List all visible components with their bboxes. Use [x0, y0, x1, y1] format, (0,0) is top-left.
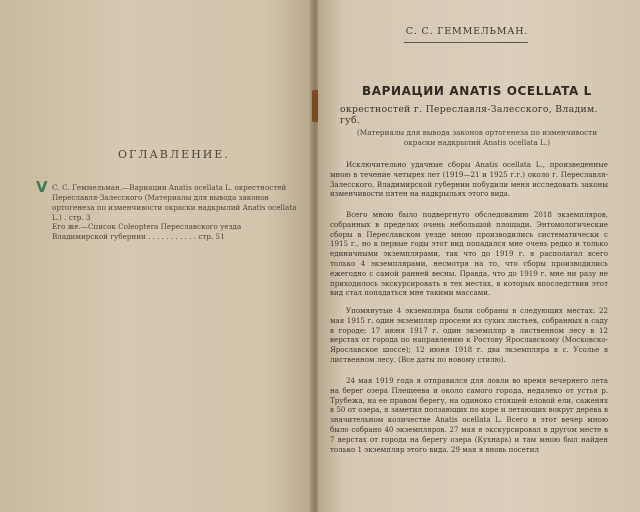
paragraph-text: Всего мною было подвергнуто обследованию 2018 экземпляров, собранных в пределах очень небольшой площади. Энтомологические сборы в Переславском уезде мною производились систематически с 1915 г., но в первые годы этот вид попадался мне очень редко и только единичными экземплярами, так что до 1919 г. я располагал всего только 4 экземплярами, несмотря на то, что сборы производились ежегодно с самой ранней весны. Правда, что до 1919 г. мне ни разу не приходилось экскурсировать в тех местах, в которых впоследствии этот вид стал попадаться мне такими массами.: [330, 210, 608, 298]
body-paragraph: [330, 210, 608, 298]
body-paragraph: [330, 306, 608, 365]
body-paragraph: [330, 376, 608, 454]
header-rule: [404, 42, 528, 43]
paragraph-text: 24 мая 1919 года я отправился для ловли во время вечернего лета на берег озера Плещеева и около самого города, недалеко от устья р. Трубежа, на ее правом берегу, на одиноко стоящей еловой ели, саженях в 50 от озера, я заметил ползающих по коре и летающих вокруг дерева в значительном количестве Anatis ocellata L. Всего в этот вечер мною было собрано 40 экземпляров. 27 мая я экскурсировал в другом месте в 7 верстах от города на берегу озера (Кухнарь) и там мною был найден только 1 экземпляр этого вида. 29 мая я вновь посетил: [330, 376, 608, 454]
paragraph-text: Исключительно удачные сборы Anatis ocellata L., произведенные мною в течение четырех лет (1919—21 и 1925 г.г.) около г. Переславля-Залесского, Владимирской губернии побудили меня исследовать законы изменчивости пятен на надкрыльях этого вида.: [330, 160, 608, 199]
toc-entry: С. С. Геммельман.—Вариации Anatis ocellata L. окрестностей Переславля-Залесского (Материалы для вывода законов ортогенеза по изменчивости окраски надкрылий Anatis ocellata L.) . стр. 3: [52, 183, 297, 222]
body-paragraph: [330, 160, 608, 199]
running-head: С. С. ГЕММЕЛЬМАН.: [405, 26, 529, 37]
materials-note: (Материалы для вывода законов ортогенеза по изменчивости окраски надкрылий Anatis ocellata L.): [356, 128, 598, 147]
article-subtitle: окрестностей г. Переславля-Залесского, Владим. губ.: [340, 104, 598, 126]
handwritten-check-mark: V: [36, 178, 48, 196]
left-page: [0, 0, 312, 512]
toc-entry: Его же.—Список Coleoptera Переславского уезда Владимирской губернии . . . . . . . . . . . стр. 51: [52, 222, 242, 241]
article-title: ВАРИАЦИИ ANATIS OCELLATA L: [362, 84, 592, 98]
toc-title: ОГЛАВЛЕНИЕ.: [118, 148, 230, 161]
paragraph-text: Упомянутые 4 экземпляра были собраны в следующих местах: 22 мая 1915 г. один экземпляр просеян из сухих листьев, собранных в саду в городе; 17 июня 1917 г. один экземпляр в лиственном лесу в 12 верстах от города по направлению к Ростову Ярославскому (Московско-Ярославское шоссе); 12 июня 1918 г. два экземпляра в с. Усолье в лиственном лесу. (Все даты по новому стилю).: [330, 306, 608, 364]
